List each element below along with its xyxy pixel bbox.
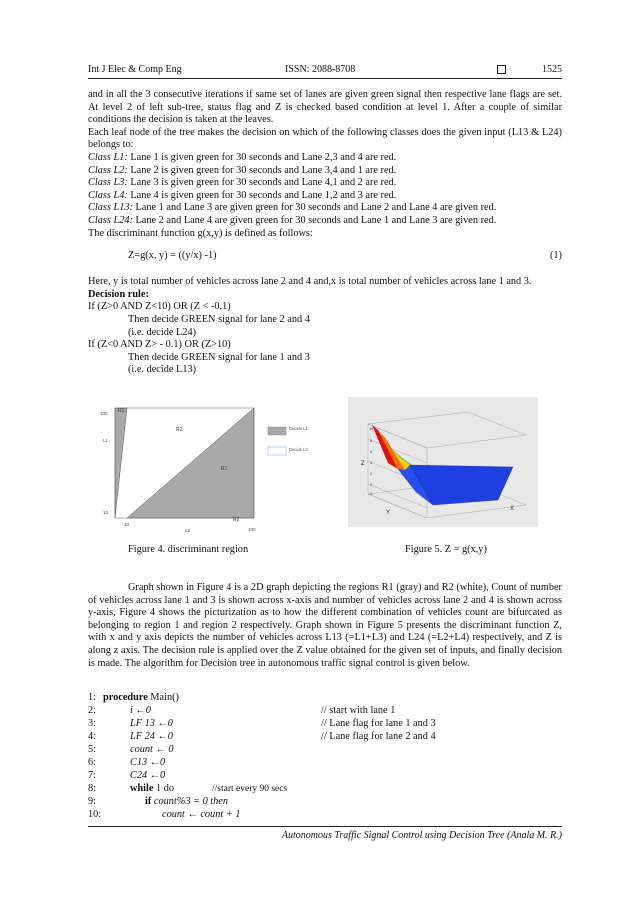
line-number: 6: (88, 757, 97, 768)
rule1-if: If (Z>0 AND Z<10) OR (Z < -0.1) (88, 301, 231, 313)
code-text: LF 24 ←0 (130, 731, 173, 742)
equation-row (88, 250, 562, 264)
code-text: count ← count + 1 (162, 809, 241, 820)
code (145, 796, 228, 809)
legend-gray-swatch (268, 427, 286, 435)
algo-line (88, 731, 562, 744)
code-text: C13 ←0 (130, 757, 166, 768)
class-l1 (88, 152, 562, 165)
line-number: 1: (88, 692, 97, 703)
rule2-if: If (Z<0 AND Z> - 0.1) OR (Z>10) (88, 339, 231, 351)
class-l4 (88, 190, 562, 203)
code-text: Main() (147, 692, 179, 703)
comment: // Lane flag for lane 2 and 4 (321, 731, 436, 742)
checkbox-square-icon (497, 65, 506, 74)
x-tick-left: 10 (124, 522, 130, 527)
figure-4-discriminant-region (88, 398, 320, 536)
line-number: 3: (88, 718, 97, 729)
class-name: Class L24: (88, 214, 133, 226)
footer-rule (88, 826, 562, 827)
keyword: procedure (103, 692, 148, 703)
legend-white-swatch (268, 447, 286, 455)
class-name: Class L3: (88, 177, 128, 189)
class-text: Lane 4 is given green for 30 seconds and Lane 1,2 and 3 are red. (127, 189, 397, 201)
figure-5-z-surface (348, 397, 538, 527)
class-name: Class L4: (88, 189, 128, 201)
y-tick-bottom: 10 (103, 510, 109, 515)
comment: // Lane flag for lane 1 and 3 (321, 718, 436, 729)
keyword: if (145, 796, 152, 807)
paragraph-iterations: and in all the 3 consecutive iterations if same set of lanes are given green signal then respective lane flags are set. At level 2 of left sub-tree, status flag and Z is checked based condition at level 1. After a couple of similar conditions the decision is taken at the leaves. (88, 89, 562, 126)
legend-gray-label: Decide L1 (289, 426, 308, 431)
class-name: Class L1: (88, 151, 128, 163)
comment: //start every 90 secs (212, 784, 288, 794)
y-axis-label: Y (386, 510, 391, 516)
y-tick-top: 100 (100, 411, 108, 416)
rule2-ie: (i.e. decide L13) (128, 364, 197, 376)
class-l24 (88, 215, 562, 228)
z-tick: 10 (369, 427, 374, 431)
page-header (88, 64, 562, 78)
region-r2-bottom-label: R2 (233, 517, 240, 523)
code (130, 783, 174, 796)
z-tick: -2 (369, 492, 373, 496)
x-axis-label: X (510, 506, 515, 512)
code-text: C24 ←0 (130, 770, 166, 781)
line-number: 8: (88, 783, 97, 794)
algo-line (88, 770, 562, 783)
code-text: count ← 0 (130, 744, 174, 755)
class-l3 (88, 177, 562, 190)
class-text: Lane 1 and Lane 3 are given green for 30 seconds and Lane 2 and Lane 4 are given red. (132, 202, 497, 214)
x-tick-right: 100 (248, 527, 256, 532)
figure-4-caption: Figure 4. discriminant region (128, 544, 249, 555)
line-number: 2: (88, 705, 97, 716)
class-text: Lane 1 is given green for 30 seconds and Lane 2,3 and 4 are red. (127, 151, 397, 163)
z-tick: 4 (370, 461, 373, 465)
line-number: 9: (88, 796, 97, 807)
code (103, 692, 179, 705)
algorithm-listing (88, 692, 562, 822)
figure-5-caption: Figure 5. Z = g(x,y) (405, 544, 487, 555)
algo-line (88, 783, 562, 796)
line-number: 7: (88, 770, 97, 781)
body-text-discussion (88, 582, 562, 670)
paragraph-leaf-node: Each leaf node of the tree makes the decision on which of the following classes does the given input (L13 & L24) belongs to: (88, 126, 562, 151)
journal-name: Int J Elec & Comp Eng (88, 64, 182, 75)
page-footer: Autonomous Traffic Signal Control using Decision Tree (Anala M. R.) (281, 830, 562, 841)
z-tick: 6 (370, 450, 373, 454)
equation: Z=g(x, y) = ((y/x) -1) (128, 250, 217, 262)
keyword: while (130, 783, 154, 794)
region-r1-top-label: R1 (118, 408, 125, 414)
region-r1-lower-label: R1 (221, 466, 228, 472)
code-text: i ←0 (130, 705, 151, 716)
rule1-then: Then decide GREEN signal for lane 2 and 4 (128, 313, 310, 325)
class-text: Lane 2 is given green for 30 seconds and Lane 3,4 and 1 are red. (127, 164, 397, 176)
here-text: Here, y is total number of vehicles across lane 2 and 4 and,x is total number of vehicles across lane 1 and 3. (88, 276, 532, 288)
algo-line (88, 796, 562, 809)
z-tick: 0 (370, 483, 373, 487)
rule1-ie: (i.e. decide L24) (128, 326, 197, 338)
code-text: LF 13 ←0 (130, 718, 173, 729)
equation-number: (1) (549, 250, 562, 262)
legend-white-label: Decide L2 (289, 447, 308, 452)
code-text: 1 do (153, 783, 175, 794)
algo-line (88, 744, 562, 757)
algo-line (88, 718, 562, 731)
issn: ISSN: 2088-8708 (285, 64, 356, 75)
line-number: 4: (88, 731, 97, 742)
algo-line (88, 692, 562, 705)
y-axis-label: L1 (103, 438, 109, 443)
z-tick: 8 (370, 439, 373, 443)
algo-line (88, 705, 562, 718)
algo-line (88, 809, 562, 822)
region-r2-upper-label: R2 (176, 427, 183, 433)
class-text: Lane 3 is given green for 30 seconds and Lane 4,1 and 2 are red. (127, 177, 397, 189)
page-number: 1525 (542, 64, 562, 75)
code-text: count%3 = 0 then (151, 796, 229, 807)
z-axis-label: Z (361, 461, 365, 467)
rule2-then: Then decide GREEN signal for lane 1 and 3 (128, 351, 310, 363)
class-name: Class L13: (88, 202, 133, 214)
paragraph-graph-discussion: Graph shown in Figure 4 is a 2D graph depicting the regions R1 (gray) and R2 (white), Count of number of vehicles across lane 1 and 3 is shown across x-axis and number of vehicles across lane 2 and 4 is shown across y-axis, Figure 4 shows the picturization as to how the different combination of vehicles count are bifurcated as belonging to region 1 and region 2 respectively. Graph shown in Figure 5 presents the discriminant function Z, with x and y axis depicts the number of vehicles across L13 (=L1+L3) and L24 (=L2+L4) respectively, and Z is along z axis. The decision rule is applied over the Z value obtained for the given set of inputs, and finally decision is made. The algorithm for Decision tree in autonomous traffic signal control is given below. (88, 582, 562, 669)
class-text: Lane 2 and Lane 4 are given green for 30 seconds and Lane 1 and Lane 3 are given red. (132, 214, 497, 226)
comment: // start with lane 1 (321, 705, 396, 716)
class-l2 (88, 165, 562, 178)
header-rule (88, 78, 562, 79)
body-text-top (88, 89, 562, 377)
line-number: 10: (88, 809, 102, 820)
line-number: 5: (88, 744, 97, 755)
discriminant-intro: The discriminant function g(x,y) is defined as follows: (88, 227, 313, 239)
algo-line (88, 757, 562, 770)
class-l13 (88, 202, 562, 215)
x-axis-label: L2 (185, 528, 191, 533)
z-tick: 2 (370, 472, 373, 476)
decision-rule-title: Decision rule: (88, 288, 149, 300)
class-name: Class L2: (88, 164, 128, 176)
